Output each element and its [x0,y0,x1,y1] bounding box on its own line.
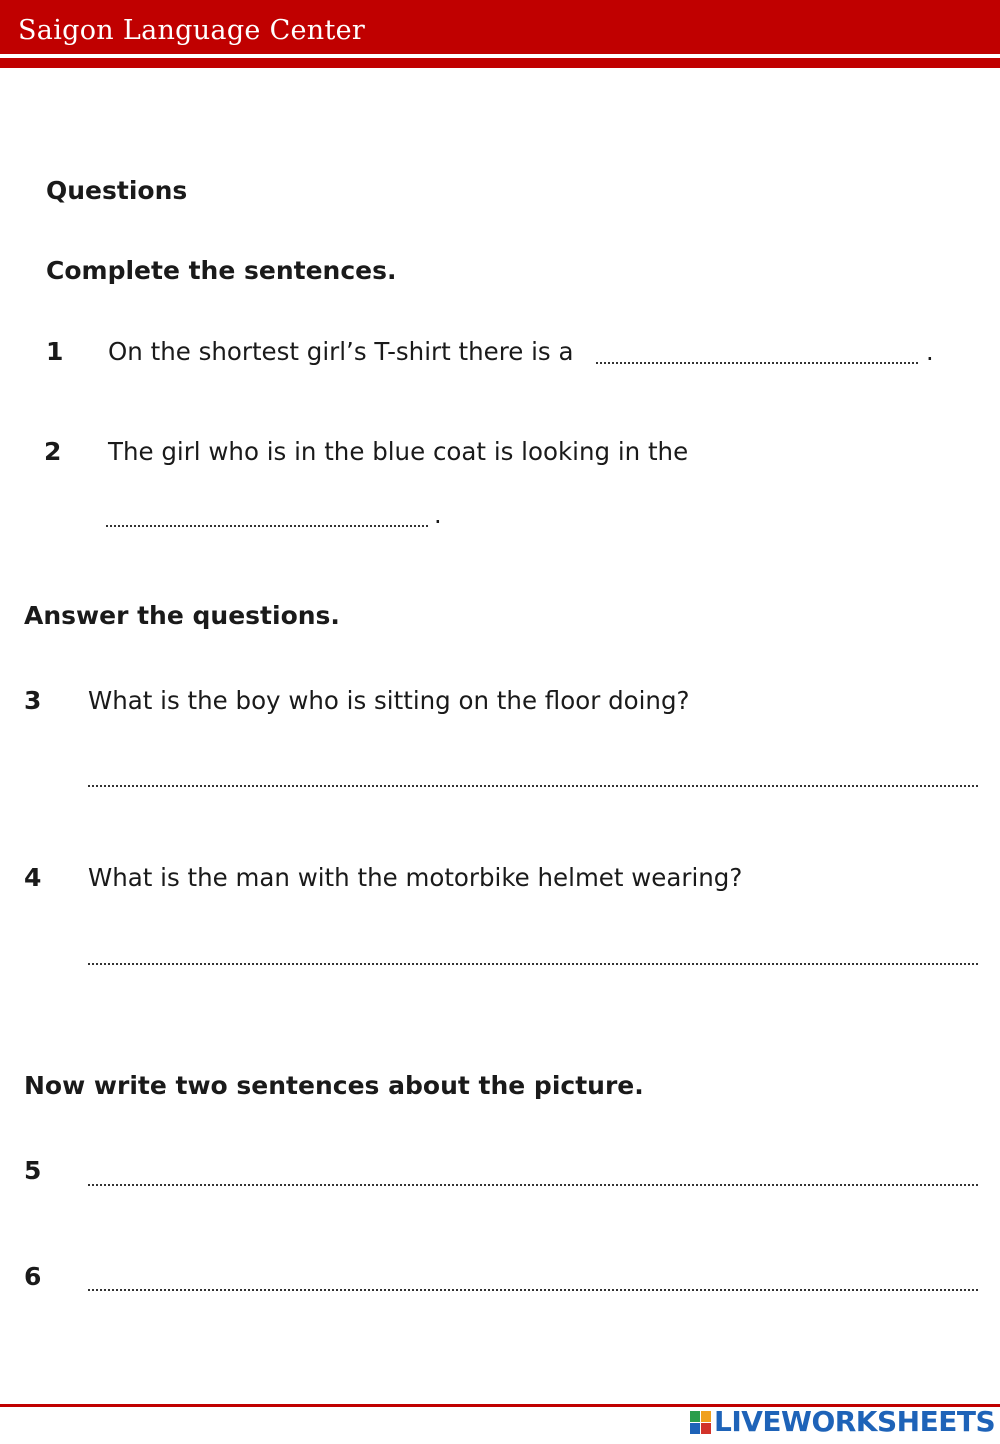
answer-questions-heading: Answer the questions. [24,601,340,630]
header-band [0,0,1000,54]
item-2-answer-blank[interactable] [106,525,428,527]
item-4-text: What is the man with the motorbike helmet wearing? [88,863,743,892]
header-divider [0,58,1000,68]
item-1-full-stop: . [926,338,934,366]
item-3-text: What is the boy who is sitting on the floor doing? [88,686,690,715]
logo-brand-text: LIVEWORKSHEETS [714,1405,996,1438]
item-1-text: On the shortest girl’s T-shirt there is a [108,337,574,366]
questions-heading: Questions [46,176,188,205]
item-2-number: 2 [44,437,62,466]
logo-squares-icon [690,1411,712,1435]
item-3-number: 3 [24,686,42,715]
item-3-answer-line[interactable] [88,785,978,787]
header-title: Saigon Language Center [18,15,366,46]
liveworksheets-logo[interactable] [690,1405,995,1439]
item-4-number: 4 [24,863,42,892]
item-6-number: 6 [24,1262,42,1291]
item-5-answer-line[interactable] [88,1184,978,1186]
item-4-answer-line[interactable] [88,963,978,965]
item-5-number: 5 [24,1156,42,1185]
item-1-answer-blank[interactable] [596,362,918,364]
complete-sentences-heading: Complete the sentences. [46,256,397,285]
item-2-text: The girl who is in the blue coat is looking in the [108,437,689,466]
item-1-number: 1 [46,337,64,366]
item-2-full-stop: . [434,501,442,529]
item-6-answer-line[interactable] [88,1289,978,1291]
write-sentences-heading: Now write two sentences about the picture. [24,1071,644,1100]
